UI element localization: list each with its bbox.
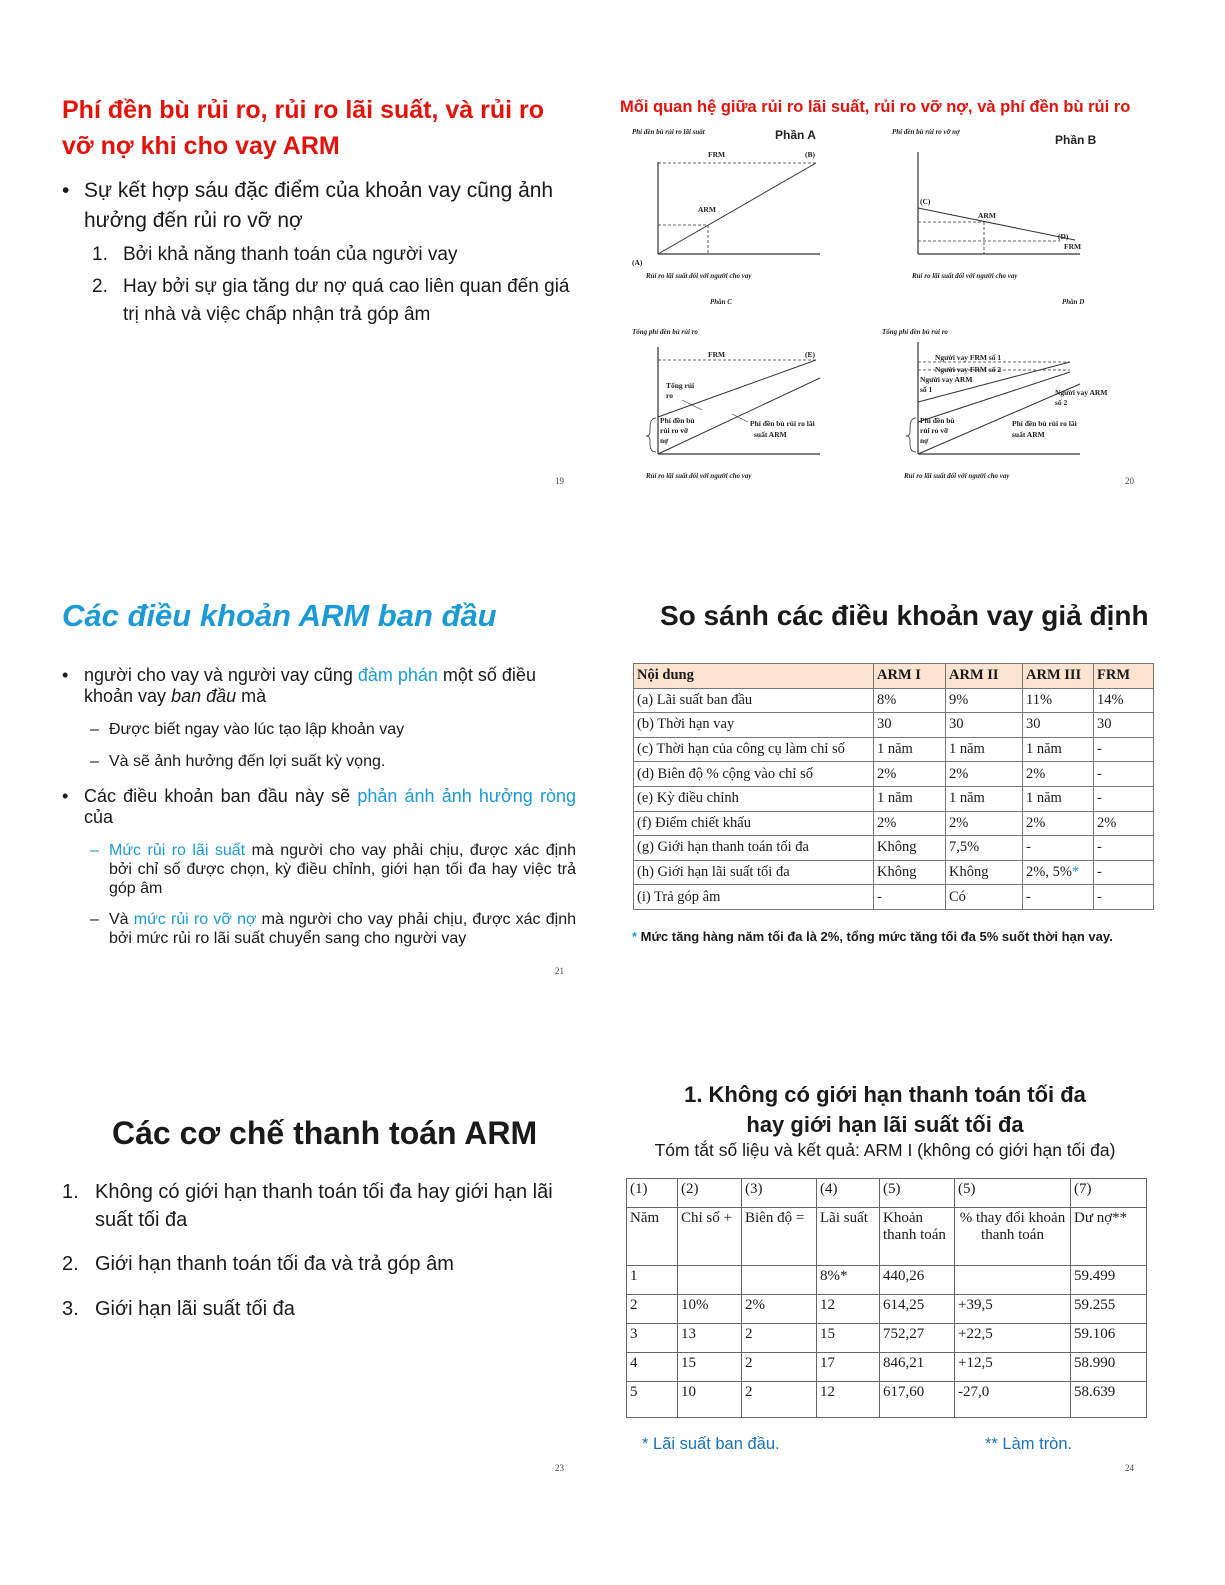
table-header: ARM I: [874, 664, 946, 689]
panelB-title: Phần B: [1055, 133, 1097, 147]
table-cell: (e) Kỳ điều chỉnh: [634, 786, 874, 811]
point-label: (B): [805, 150, 815, 159]
table-cell: -: [1094, 762, 1154, 787]
panelB-ylabel: Phí đền bù rủi ro vỡ nợ: [892, 128, 960, 136]
highlight: phản ánh ảnh hưởng ròng: [357, 786, 576, 806]
table-cell: +12,5: [955, 1353, 1071, 1382]
text: một số điều khoản vay: [84, 665, 536, 706]
arm-premium-label: Phí đền bù rủi ro lãi: [750, 419, 815, 428]
list-item: Không có giới hạn thanh toán tối đa hay giới hạn lãi suất tối đa: [95, 1181, 553, 1231]
table-row: [634, 737, 1154, 762]
table-cell: 10: [678, 1382, 742, 1418]
page-number: 23: [555, 1463, 564, 1473]
table-cell: (c) Thời hạn của công cụ làm chỉ số: [634, 737, 874, 762]
table-header: ARM III: [1023, 664, 1094, 689]
table-cell: (h) Giới hạn lãi suất tối đa: [634, 860, 874, 885]
table-row: [634, 786, 1154, 811]
sub-bullet: [109, 910, 576, 948]
table-cell: 14%: [1094, 688, 1154, 713]
table-cell: 11%: [1023, 688, 1094, 713]
table-cell: -: [874, 885, 946, 910]
table-cell: [678, 1266, 742, 1295]
list-item: Bởi khả năng thanh toán của người vay: [123, 244, 458, 265]
table-cell: 17: [817, 1353, 880, 1382]
risk-diagram: [620, 122, 1160, 492]
list-number: 1.: [62, 1181, 79, 1203]
arm-results-table: [626, 1178, 1147, 1418]
table-header: Chỉ số +: [678, 1208, 742, 1266]
panelC-title: Phần C: [710, 298, 732, 306]
slide22-title: So sánh các điều khoản vay giả định: [660, 600, 1149, 631]
table-row: [627, 1266, 1147, 1295]
table-cell: 2%: [1023, 811, 1094, 836]
slide24-subtitle: Tóm tắt số liệu và kết quả: ARM I (không có giới hạn tối đa): [654, 1140, 1116, 1160]
table-header: (7): [1071, 1179, 1147, 1208]
point-label: (E): [805, 350, 815, 359]
sub-bullet: [109, 841, 576, 898]
table-cell: 1 năm: [874, 737, 946, 762]
table-cell: 2%: [874, 811, 946, 836]
table-cell: 2%: [874, 762, 946, 787]
table-cell: [1023, 860, 1094, 885]
text: mà người cho vay phải chịu, được xác định bởi chỉ số được chọn, kỳ điều chỉnh, giới hạn tối đa hay việc trả góp âm: [109, 842, 577, 897]
table-cell: -: [1094, 786, 1154, 811]
slide21-title: Các điều khoản ARM ban đầu: [62, 598, 497, 633]
table-row: [634, 860, 1154, 885]
ir-label: suất ARM: [1012, 430, 1045, 439]
table-cell: 2%: [1023, 762, 1094, 787]
slide20-title: Mối quan hệ giữa rủi ro lãi suất, rủi ro vỡ nợ, và phí đền bù rủi ro: [620, 98, 1131, 116]
highlight: Mức rủi ro lãi suất: [109, 842, 246, 859]
page-number: 20: [1125, 476, 1134, 486]
table-header: (5): [880, 1179, 955, 1208]
table-cell: 614,25: [880, 1295, 955, 1324]
panelB-xlabel: Rủi ro lãi suất đối với người cho vay: [912, 272, 1018, 280]
table-cell: Có: [946, 885, 1023, 910]
table-row: [627, 1295, 1147, 1324]
table-cell: 846,21: [880, 1353, 955, 1382]
page-number: 19: [555, 476, 564, 486]
slide21-bullet2: [84, 786, 576, 828]
table-cell: 2%: [1094, 811, 1154, 836]
default-label: Phí đền bù: [920, 416, 955, 425]
frm-label: FRM: [708, 350, 726, 359]
table-header-row: [634, 664, 1154, 689]
arm-label: ARM: [978, 211, 996, 220]
table-header: (3): [742, 1179, 817, 1208]
table-header: (5): [955, 1179, 1071, 1208]
text: Và: [109, 911, 134, 928]
colnum-row: [627, 1179, 1147, 1208]
table-cell: -: [1094, 737, 1154, 762]
table-cell: 4: [627, 1353, 678, 1382]
table-row: [634, 713, 1154, 738]
table-header-row: [627, 1208, 1147, 1266]
table-cell: 752,27: [880, 1324, 955, 1353]
footnote-initial-rate: * Lãi suất ban đầu.: [642, 1435, 780, 1453]
list-item: Hay bởi sự gia tăng dư nợ quá cao liên quan đến giá trị nhà và việc chấp nhận trả góp âm: [123, 276, 570, 325]
sub-bullet: Và sẽ ảnh hưởng đến lợi suất kỳ vọng.: [109, 753, 386, 770]
table-cell: 59.106: [1071, 1324, 1147, 1353]
table-cell: (f) Điểm chiết khấu: [634, 811, 874, 836]
table-cell: 12: [817, 1382, 880, 1418]
slide24-title: [630, 1080, 1140, 1140]
list-number: 1.: [92, 244, 108, 265]
loan-terms-table: [633, 663, 1154, 910]
table-header: FRM: [1094, 664, 1154, 689]
panelD-xlabel: Rủi ro lãi suất đối với người cho vay: [904, 472, 1010, 480]
table-row: [627, 1382, 1147, 1418]
bullet-dot: •: [62, 179, 70, 202]
table-cell: 440,26: [880, 1266, 955, 1295]
arm1-label: số 1: [920, 385, 933, 394]
table-row: [634, 762, 1154, 787]
table-cell: 1 năm: [946, 786, 1023, 811]
sub-bullet: Được biết ngay vào lúc tạo lập khoản vay: [109, 721, 405, 738]
table-cell: -: [1094, 836, 1154, 861]
text: Các điều khoản ban đầu này sẽ: [84, 786, 358, 806]
table-cell: -: [1023, 836, 1094, 861]
table-cell: Không: [874, 836, 946, 861]
frm2-label: Người vay FRM số 2: [935, 365, 1002, 374]
total-label: Tổng rủi: [666, 381, 695, 390]
highlight: mức rủi ro vỡ nợ: [133, 911, 257, 928]
frm-label: FRM: [708, 150, 726, 159]
table-row: [627, 1353, 1147, 1382]
footnote-marker: *: [632, 929, 638, 944]
bullet-dot: •: [62, 665, 69, 685]
point-label: (D): [1058, 232, 1069, 241]
table-cell: -: [1094, 885, 1154, 910]
arm2-label: Người vay ARM: [1055, 388, 1108, 397]
slide19-title: Phí đền bù rủi ro, rủi ro lãi suất, và rủi ro vỡ nợ khi cho vay ARM: [62, 96, 545, 160]
arm2-label: số 2: [1055, 398, 1068, 407]
table-cell: Không: [874, 860, 946, 885]
table-cell: -: [1023, 885, 1094, 910]
table-cell: (a) Lãi suất ban đầu: [634, 688, 874, 713]
table-cell: [955, 1266, 1071, 1295]
table-cell: 1 năm: [946, 737, 1023, 762]
table-cell: 15: [678, 1353, 742, 1382]
default-line: [918, 208, 1075, 240]
table-cell: 7,5%: [946, 836, 1023, 861]
table-cell: 2: [742, 1353, 817, 1382]
panelA-xlabel: Rủi ro lãi suất đối với người cho vay: [646, 272, 752, 280]
table-cell: 13: [678, 1324, 742, 1353]
table-row: [634, 836, 1154, 861]
title-line: hay giới hạn lãi suất tối đa: [746, 1112, 1024, 1137]
default-label: nợ: [920, 436, 929, 445]
table-cell: 30: [1094, 713, 1154, 738]
table-cell: (d) Biên độ % cộng vào chỉ số: [634, 762, 874, 787]
table-cell: 2%: [742, 1295, 817, 1324]
table-cell: 59.499: [1071, 1266, 1147, 1295]
table-cell: 8%*: [817, 1266, 880, 1295]
page-number: 24: [1125, 1463, 1134, 1473]
dash: –: [90, 753, 99, 770]
table-footnote: [632, 929, 1113, 944]
total-label: ro: [666, 391, 673, 400]
text: mà người cho vay phải chịu, được xác định bởi mức rủi ro lãi suất chuyển sang cho người vay: [109, 911, 577, 947]
table-row: [634, 885, 1154, 910]
table-header: (2): [678, 1179, 742, 1208]
table-header: (4): [817, 1179, 880, 1208]
table-cell: 1 năm: [1023, 737, 1094, 762]
table-cell: 8%: [874, 688, 946, 713]
table-header: Khoản thanh toán: [880, 1208, 955, 1266]
panelA-title: Phần A: [775, 128, 816, 142]
table-cell: 30: [1023, 713, 1094, 738]
table-cell: (g) Giới hạn thanh toán tối đa: [634, 836, 874, 861]
frm1-label: Người vay FRM số 1: [935, 353, 1002, 362]
table-cell: 3: [627, 1324, 678, 1353]
table-cell: 58.639: [1071, 1382, 1147, 1418]
table-cell: 58.990: [1071, 1353, 1147, 1382]
table-header: Dư nợ**: [1071, 1208, 1147, 1266]
text: mà: [236, 686, 267, 706]
text: ban đầu: [171, 686, 237, 706]
table-cell: 5: [627, 1382, 678, 1418]
footnote-rounded: ** Làm tròn.: [985, 1435, 1073, 1453]
table-row: [634, 811, 1154, 836]
title-line: 1. Không có giới hạn thanh toán tối đa: [684, 1082, 1086, 1107]
footnote-text: Mức tăng hàng năm tối đa là 2%, tổng mức tăng tối đa 5% suốt thời hạn vay.: [637, 929, 1113, 944]
panelD-ylabel: Tổng phí đền bù rủi ro: [882, 328, 948, 336]
default-label: rủi ro vỡ: [920, 426, 949, 435]
table-cell: 59.255: [1071, 1295, 1147, 1324]
arm-line: [658, 163, 816, 254]
slide21-bullet1: [84, 665, 576, 707]
table-header: Lãi suất: [817, 1208, 880, 1266]
table-cell: 1: [627, 1266, 678, 1295]
table-cell: 9%: [946, 688, 1023, 713]
list-item: Giới hạn thanh toán tối đa và trả góp âm: [95, 1253, 454, 1275]
table-cell: 2%: [946, 811, 1023, 836]
arm1-label: Người vay ARM: [920, 375, 973, 384]
slide19-bullet: Sự kết hợp sáu đặc điểm của khoản vay cũng ảnh hưởng đến rủi ro vỡ nợ: [84, 179, 554, 232]
table-header: ARM II: [946, 664, 1023, 689]
point-label: (A): [632, 258, 643, 267]
table-cell: -27,0: [955, 1382, 1071, 1418]
highlight: đàm phán: [357, 665, 438, 685]
default-label: Phí đền bù: [660, 416, 695, 425]
arm-premium-label: suất ARM: [754, 430, 787, 439]
table-header: % thay đổi khoản thanh toán: [955, 1208, 1071, 1266]
panelA-ylabel: Phí đền bù rủi ro lãi suất: [632, 128, 705, 136]
dash: –: [90, 911, 99, 928]
table-header: Biên độ =: [742, 1208, 817, 1266]
table-cell: +39,5: [955, 1295, 1071, 1324]
arm-label: ARM: [698, 205, 716, 214]
table-cell: 1 năm: [874, 786, 946, 811]
footnote-marker: *: [1071, 864, 1080, 881]
list-item: Giới hạn lãi suất tối đa: [95, 1298, 295, 1320]
table-cell: 2%: [946, 762, 1023, 787]
table-header: Năm: [627, 1208, 678, 1266]
table-cell: (b) Thời hạn vay: [634, 713, 874, 738]
cell-text: 2%, 5%: [1026, 864, 1072, 881]
panelD-title: Phần D: [1062, 298, 1085, 306]
list-number: 2.: [92, 276, 108, 297]
table-cell: 10%: [678, 1295, 742, 1324]
table-cell: -: [1094, 860, 1154, 885]
ir-label: Phí đền bù rủi ro lãi: [1012, 419, 1077, 428]
table-cell: 2: [742, 1324, 817, 1353]
default-label: rủi ro vỡ: [660, 426, 689, 435]
table-cell: 2: [627, 1295, 678, 1324]
table-cell: [742, 1266, 817, 1295]
slide23-title: Các cơ chế thanh toán ARM: [112, 1115, 538, 1151]
dash: –: [90, 721, 99, 738]
table-row: [634, 688, 1154, 713]
text: của: [84, 807, 114, 827]
table-cell: 1 năm: [1023, 786, 1094, 811]
bullet-dot: •: [62, 786, 69, 806]
table-header: (1): [627, 1179, 678, 1208]
table-cell: 617,60: [880, 1382, 955, 1418]
list-number: 2.: [62, 1253, 79, 1275]
page-number: 21: [555, 966, 564, 976]
table-cell: 2: [742, 1382, 817, 1418]
text: người cho vay và người vay cũng: [84, 665, 358, 685]
frm-label: FRM: [1064, 242, 1082, 251]
table-cell: 12: [817, 1295, 880, 1324]
panelC-ylabel: Tổng phí đền bù rủi ro: [632, 328, 698, 336]
default-label: nợ: [660, 436, 669, 445]
list-number: 3.: [62, 1298, 79, 1320]
table-cell: 30: [946, 713, 1023, 738]
table-cell: (i) Trả góp âm: [634, 885, 874, 910]
table-cell: +22,5: [955, 1324, 1071, 1353]
point-label: (C): [920, 197, 931, 206]
table-header: Nội dung: [634, 664, 874, 689]
table-cell: 30: [874, 713, 946, 738]
table-row: [627, 1324, 1147, 1353]
panelC-xlabel: Rủi ro lãi suất đối với người cho vay: [646, 472, 752, 480]
table-cell: Không: [946, 860, 1023, 885]
dash: –: [90, 842, 99, 859]
table-cell: 15: [817, 1324, 880, 1353]
